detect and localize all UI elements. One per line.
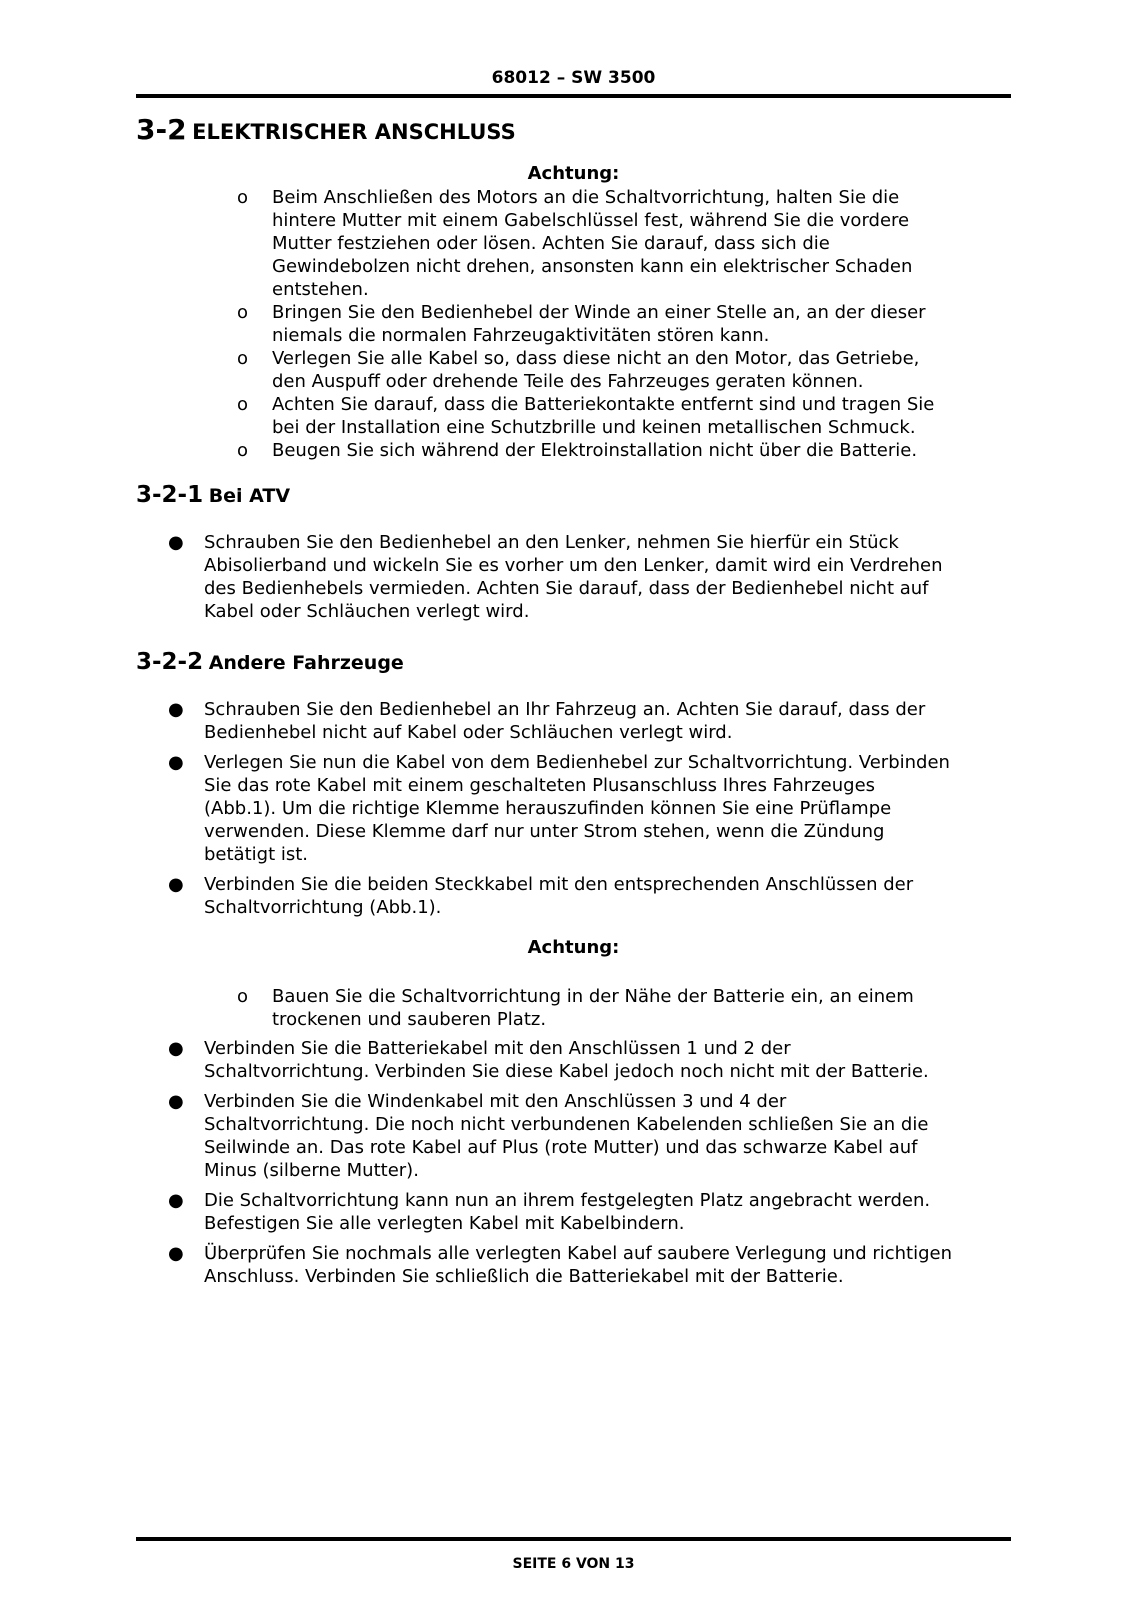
list-item-line: Schrauben Sie den Bedienhebel an den Lenker, nehmen Sie hierfür ein Stück xyxy=(204,532,899,553)
subsection-number: 3-2-2 xyxy=(136,649,204,675)
list-item xyxy=(0,1189,1000,1235)
list-item-line: Achten Sie darauf, dass die Batteriekontakte entfernt sind und tragen Sie xyxy=(272,394,935,415)
list-item-line: Bedienhebel nicht auf Kabel oder Schläuchen verlegt wird. xyxy=(204,722,733,743)
list-item-line: Abisolierband und wickeln Sie es vorher um den Lenker, damit wird ein Verdrehen xyxy=(204,555,943,576)
bullet-icon: ● xyxy=(168,752,184,773)
page-header-title: 68012 – SW 3500 xyxy=(491,68,656,88)
circle-bullet-icon: o xyxy=(237,348,249,369)
circle-bullet-icon: o xyxy=(237,440,249,461)
circle-bullet-icon: o xyxy=(237,302,249,323)
footer-divider xyxy=(136,1537,1011,1541)
caution-list-1 xyxy=(0,186,1000,462)
subsection-number: 3-2-1 xyxy=(136,482,204,508)
list-item-line: niemals die normalen Fahrzeugaktivitäten stören kann. xyxy=(272,325,770,346)
list-item xyxy=(0,1242,1000,1288)
list-item-line: Schaltvorrichtung (Abb.1). xyxy=(204,897,442,918)
list-item xyxy=(0,873,1000,919)
other-vehicles-instruction-list xyxy=(0,698,1000,919)
list-item-line: Seilwinde an. Das rote Kabel auf Plus (rote Mutter) und das schwarze Kabel auf xyxy=(204,1137,918,1158)
list-item-line: Anschluss. Verbinden Sie schließlich die Batteriekabel mit der Batterie. xyxy=(204,1266,844,1287)
list-item xyxy=(0,698,1000,744)
list-item xyxy=(0,186,1000,301)
list-item-line: Verlegen Sie alle Kabel so, dass diese nicht an den Motor, das Getriebe, xyxy=(272,348,920,369)
list-item xyxy=(0,531,1000,623)
page-number: SEITE 6 VON 13 xyxy=(512,1556,635,1572)
list-item-line: Verbinden Sie die Windenkabel mit den Anschlüssen 3 und 4 der xyxy=(204,1091,787,1112)
list-item-line: Überprüfen Sie nochmals alle verlegten Kabel auf saubere Verlegung und richtigen xyxy=(204,1243,953,1264)
list-item-line: trockenen und sauberen Platz. xyxy=(272,1009,547,1030)
list-item xyxy=(0,439,1000,462)
list-item-line: Gewindebolzen nicht drehen, ansonsten kann ein elektrischer Schaden xyxy=(272,256,913,277)
list-item-line: Verbinden Sie die beiden Steckkabel mit den entsprechenden Anschlüssen der xyxy=(204,874,914,895)
subsection-title: Bei ATV xyxy=(208,485,291,507)
circle-bullet-icon: o xyxy=(237,187,249,208)
section-number: 3-2 xyxy=(136,113,187,146)
list-item-line: Verlegen Sie nun die Kabel von dem Bedienhebel zur Schaltvorrichtung. Verbinden xyxy=(204,752,950,773)
list-item-line: Sie das rote Kabel mit einem geschalteten Plusanschluss Ihres Fahrzeuges xyxy=(204,775,876,796)
bullet-icon: ● xyxy=(168,1190,184,1211)
bullet-icon: ● xyxy=(168,699,184,720)
caution-list-2 xyxy=(0,985,1000,1031)
list-item-line: den Auspuff oder drehende Teile des Fahrzeuges geraten können. xyxy=(272,371,864,392)
list-item-line: Schaltvorrichtung. Verbinden Sie diese Kabel jedoch noch nicht mit der Batterie. xyxy=(204,1061,929,1082)
section-heading xyxy=(136,114,516,148)
list-item-line: Mutter festziehen oder lösen. Achten Sie darauf, dass sich die xyxy=(272,233,830,254)
list-item-line: Bauen Sie die Schaltvorrichtung in der Nähe der Batterie ein, an einem xyxy=(272,986,914,1007)
list-item xyxy=(0,985,1000,1031)
list-item-line: bei der Installation eine Schutzbrille und keinen metallischen Schmuck. xyxy=(272,417,916,438)
list-item xyxy=(0,1037,1000,1083)
list-item-line: Befestigen Sie alle verlegten Kabel mit Kabelbindern. xyxy=(204,1213,685,1234)
bullet-icon: ● xyxy=(168,1243,184,1264)
list-item-line: Kabel oder Schläuchen verlegt wird. xyxy=(204,601,530,622)
list-item-line: Minus (silberne Mutter). xyxy=(204,1160,419,1181)
list-item-line: hintere Mutter mit einem Gabelschlüssel fest, während Sie die vordere xyxy=(272,210,910,231)
bullet-icon: ● xyxy=(168,1038,184,1059)
circle-bullet-icon: o xyxy=(237,394,249,415)
list-item-line: Beugen Sie sich während der Elektroinstallation nicht über die Batterie. xyxy=(272,440,918,461)
subsection-heading-atv xyxy=(136,481,290,510)
circle-bullet-icon: o xyxy=(237,986,249,1007)
wiring-instruction-list xyxy=(0,1037,1000,1288)
list-item xyxy=(0,347,1000,393)
list-item-line: Verbinden Sie die Batteriekabel mit den Anschlüssen 1 und 2 der xyxy=(204,1038,791,1059)
subsection-heading-other xyxy=(136,648,404,677)
list-item-line: Schaltvorrichtung. Die noch nicht verbundenen Kabelenden schließen Sie an die xyxy=(204,1114,929,1135)
list-item-line: Die Schaltvorrichtung kann nun an ihrem festgelegten Platz angebracht werden. xyxy=(204,1190,931,1211)
header-divider xyxy=(136,94,1011,98)
list-item-line: Bringen Sie den Bedienhebel der Winde an einer Stelle an, an der dieser xyxy=(272,302,926,323)
list-item-line: Schrauben Sie den Bedienhebel an Ihr Fahrzeug an. Achten Sie darauf, dass der xyxy=(204,699,926,720)
list-item-line: Beim Anschließen des Motors an die Schaltvorrichtung, halten Sie die xyxy=(272,187,900,208)
bullet-icon: ● xyxy=(168,532,184,553)
list-item-line: (Abb.1). Um die richtige Klemme herauszufinden können Sie eine Prüflampe xyxy=(204,798,892,819)
bullet-icon: ● xyxy=(168,1091,184,1112)
list-item-line: verwenden. Diese Klemme darf nur unter Strom stehen, wenn die Zündung xyxy=(204,821,885,842)
list-item xyxy=(0,393,1000,439)
list-item-line: betätigt ist. xyxy=(204,844,309,865)
list-item xyxy=(0,1090,1000,1182)
notice-heading-2: Achtung: xyxy=(527,937,620,958)
list-item xyxy=(0,301,1000,347)
list-item xyxy=(0,751,1000,866)
subsection-title: Andere Fahrzeuge xyxy=(208,652,404,674)
section-title: ELEKTRISCHER ANSCHLUSS xyxy=(192,120,516,144)
list-item-line: entstehen. xyxy=(272,279,369,300)
atv-instruction-list xyxy=(0,531,1000,623)
list-item-line: des Bedienhebels vermieden. Achten Sie darauf, dass der Bedienhebel nicht auf xyxy=(204,578,929,599)
notice-heading-1: Achtung: xyxy=(527,163,620,184)
bullet-icon: ● xyxy=(168,874,184,895)
